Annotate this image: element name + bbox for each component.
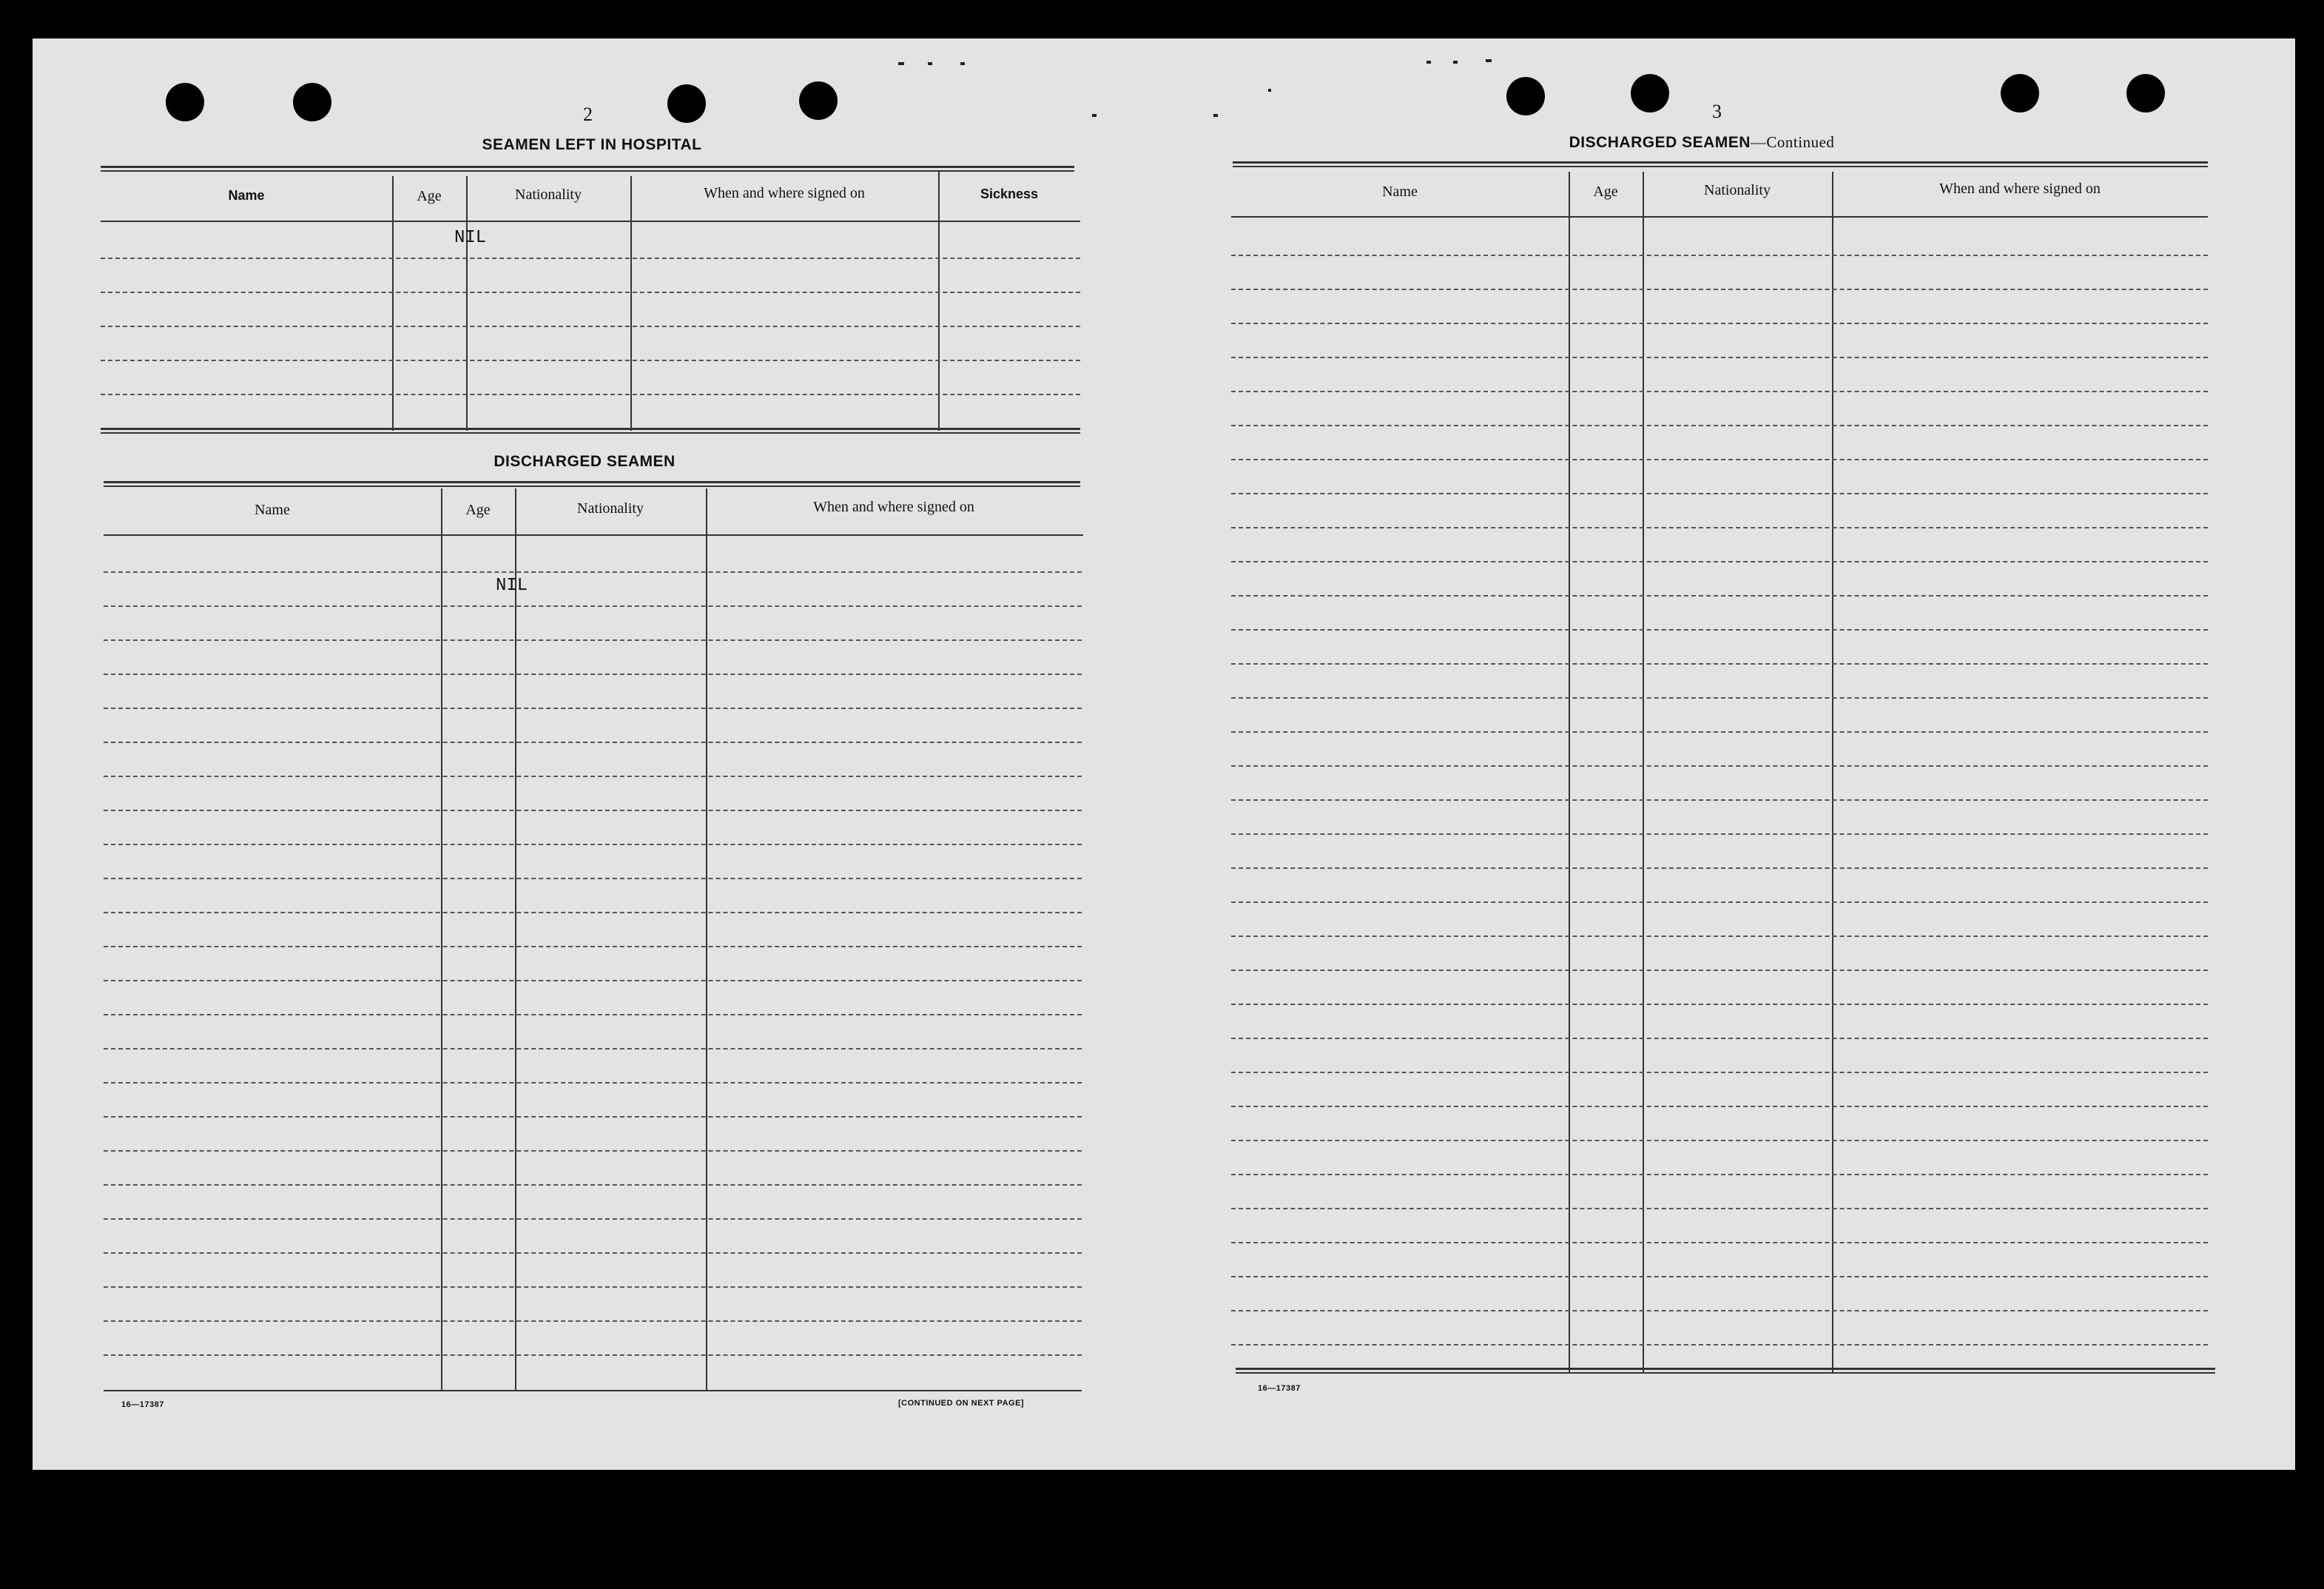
- section-title-suffix: —Continued: [1750, 133, 1835, 151]
- form-number: 16—17387: [121, 1400, 164, 1409]
- entry-line: [104, 673, 1082, 675]
- punch-hole: [1631, 74, 1669, 112]
- entry-line: [104, 946, 1082, 947]
- column-divider: [392, 176, 394, 431]
- entry-line: [104, 1252, 1082, 1254]
- column-header-name: Name: [228, 188, 265, 203]
- hospital-entry: NIL: [454, 228, 487, 248]
- entry-line: [104, 912, 1082, 913]
- entry-line: [1231, 391, 2208, 392]
- column-header-signed-on: When and where signed on: [813, 499, 974, 515]
- entry-line: [1231, 1344, 2208, 1346]
- entry-line: [101, 292, 1080, 293]
- entry-line: [1231, 1038, 2208, 1039]
- form-number: 16—17387: [1258, 1384, 1301, 1393]
- column-divider: [1832, 172, 1833, 1372]
- column-header-age: Age: [465, 502, 491, 518]
- entry-line: [104, 708, 1082, 709]
- table-bottom-rule: [1236, 1368, 2215, 1374]
- entry-line: [1231, 1004, 2208, 1005]
- column-header-name: Name: [1382, 184, 1418, 200]
- punch-hole: [293, 83, 331, 121]
- entry-line: [1231, 1242, 2208, 1243]
- entry-line: [104, 1082, 1082, 1084]
- entry-line: [104, 639, 1082, 641]
- punch-hole: [799, 81, 838, 120]
- entry-line: [1231, 663, 2208, 665]
- entry-line: [1231, 1174, 2208, 1175]
- entry-line: [104, 1048, 1082, 1049]
- entry-line: [1231, 425, 2208, 426]
- entry-line: [1231, 595, 2208, 597]
- entry-line: [101, 394, 1080, 395]
- entry-line: [1231, 731, 2208, 733]
- section-rule: [101, 428, 1080, 434]
- entry-line: [1231, 493, 2208, 494]
- entry-line: [1231, 289, 2208, 290]
- entry-line: [101, 258, 1080, 259]
- page-number: 2: [583, 104, 593, 125]
- section-rule: [1233, 161, 2208, 167]
- entry-line: [104, 776, 1082, 777]
- column-divider: [1569, 172, 1570, 1372]
- entry-line: [104, 1218, 1082, 1220]
- column-header-nationality: Nationality: [577, 500, 644, 517]
- entry-line: [104, 571, 1082, 573]
- entry-line: [104, 1320, 1082, 1322]
- section-rule: [104, 481, 1080, 487]
- section-rule: [101, 166, 1074, 172]
- column-divider: [938, 172, 940, 431]
- section-title-main: DISCHARGED SEAMEN: [1569, 134, 1751, 151]
- entry-line: [1231, 1140, 2208, 1141]
- entry-line: [104, 1354, 1082, 1356]
- scan-speck: [1486, 59, 1492, 62]
- entry-line: [104, 742, 1082, 743]
- entry-line: [104, 605, 1082, 607]
- scan-speck: [1453, 61, 1458, 64]
- section-title-discharged: DISCHARGED SEAMEN: [494, 453, 676, 470]
- entry-line: [1231, 629, 2208, 631]
- scan-speck: [960, 62, 965, 65]
- table-bottom-rule: [104, 1390, 1082, 1391]
- discharged-entry: NIL: [496, 576, 528, 596]
- header-rule: [104, 534, 1083, 536]
- punch-hole: [166, 83, 204, 121]
- entry-line: [1231, 833, 2208, 835]
- entry-line: [1231, 357, 2208, 358]
- entry-line: [1231, 1276, 2208, 1277]
- column-divider: [441, 488, 442, 1390]
- entry-line: [1231, 935, 2208, 937]
- entry-line: [1231, 970, 2208, 971]
- entry-line: [104, 1286, 1082, 1288]
- scan-speck: [898, 62, 904, 65]
- entry-line: [1231, 527, 2208, 528]
- entry-line: [104, 844, 1082, 845]
- document-sheet: [33, 38, 2295, 1470]
- entry-line: [1231, 1072, 2208, 1073]
- column-header-signed-on: When and where signed on: [704, 185, 865, 201]
- entry-line: [1231, 765, 2208, 767]
- entry-line: [1231, 799, 2208, 801]
- entry-line: [101, 326, 1080, 327]
- column-header-name: Name: [255, 502, 290, 518]
- section-title-hospital: SEAMEN LEFT IN HOSPITAL: [482, 136, 702, 153]
- entry-line: [104, 878, 1082, 879]
- entry-line: [101, 360, 1080, 361]
- entry-line: [1231, 1106, 2208, 1107]
- entry-line: [104, 810, 1082, 811]
- column-header-nationality: Nationality: [1704, 182, 1771, 198]
- column-header-age: Age: [1593, 184, 1618, 200]
- entry-line: [1231, 1208, 2208, 1209]
- column-header-age: Age: [417, 188, 442, 204]
- entry-line: [104, 1150, 1082, 1152]
- page-number: 3: [1712, 101, 1722, 122]
- punch-hole: [2126, 74, 2165, 112]
- scan-speck: [1268, 89, 1271, 92]
- entry-line: [104, 1184, 1082, 1186]
- entry-line: [104, 980, 1082, 981]
- scan-speck: [1427, 61, 1431, 64]
- punch-hole: [667, 84, 706, 123]
- entry-line: [1231, 323, 2208, 324]
- entry-line: [1231, 1310, 2208, 1311]
- scan-speck: [1092, 114, 1097, 117]
- column-header-sickness: Sickness: [980, 187, 1039, 201]
- entry-line: [1231, 867, 2208, 869]
- column-divider: [706, 488, 707, 1390]
- entry-line: [1231, 561, 2208, 562]
- entry-line: [104, 1116, 1082, 1118]
- header-rule: [1231, 216, 2208, 218]
- column-divider: [466, 176, 468, 431]
- section-title-discharged-continued: [1480, 133, 1924, 152]
- column-divider: [630, 176, 632, 431]
- scan-speck: [928, 62, 932, 65]
- column-divider: [1643, 172, 1644, 1372]
- entry-line: [1231, 255, 2208, 256]
- continued-note: [CONTINUED ON NEXT PAGE]: [898, 1399, 1025, 1408]
- punch-hole: [1506, 77, 1545, 115]
- scan-speck: [1213, 114, 1218, 117]
- column-header-signed-on: When and where signed on: [1939, 181, 2101, 197]
- punch-hole: [2001, 74, 2039, 112]
- header-rule: [101, 221, 1080, 222]
- column-divider: [515, 488, 516, 1390]
- entry-line: [1231, 697, 2208, 699]
- entry-line: [1231, 459, 2208, 460]
- entry-line: [104, 1014, 1082, 1015]
- entry-line: [1231, 901, 2208, 903]
- column-header-nationality: Nationality: [515, 187, 582, 203]
